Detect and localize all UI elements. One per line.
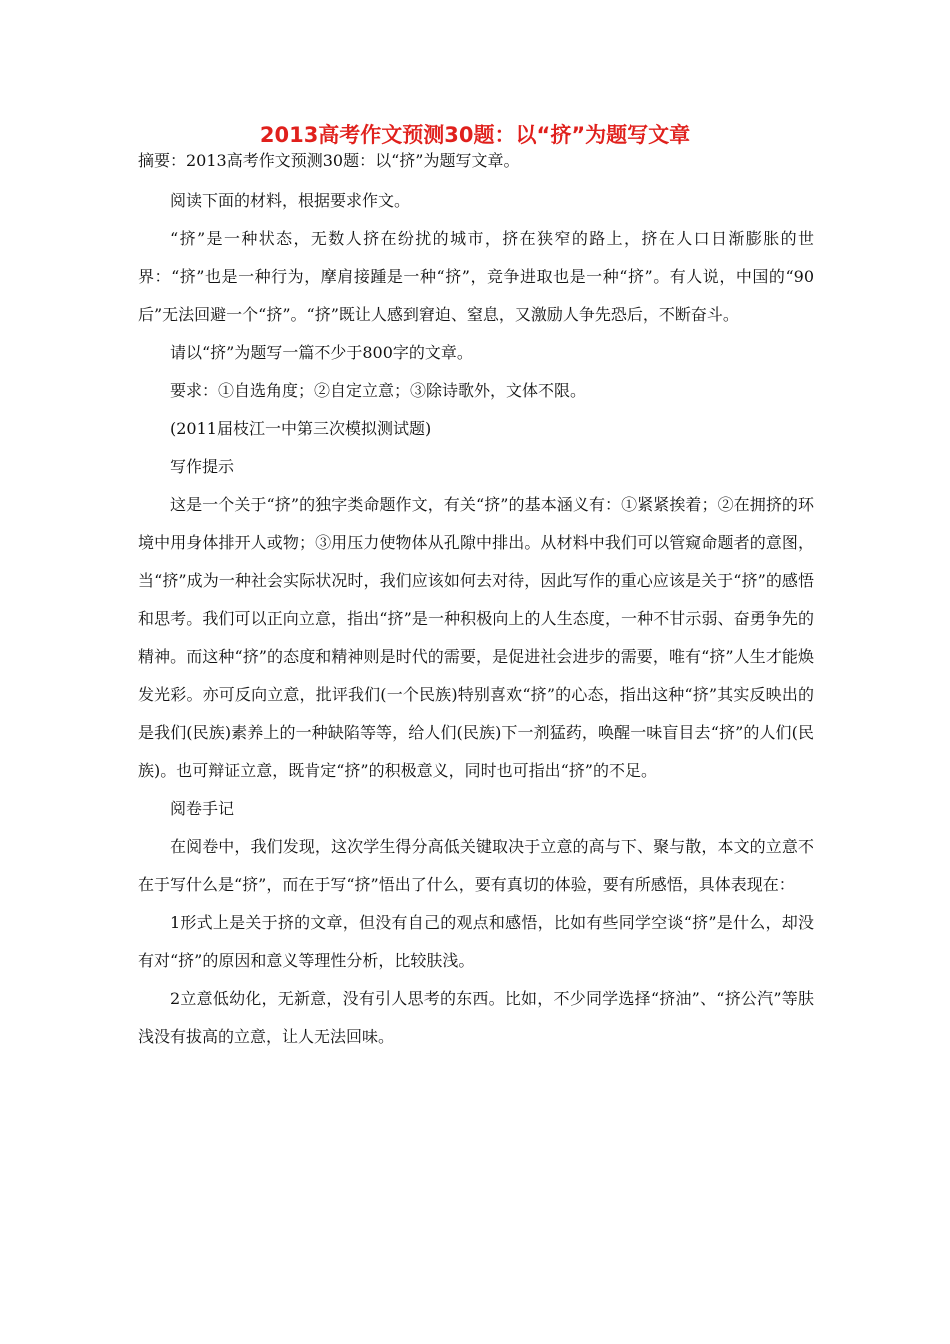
requirements-paragraph: 要求：①自选角度；②自定立意；③除诗歌外，文体不限。: [170, 381, 587, 400]
writing-tips-paragraph: 这是一个关于“挤”的独字类命题作文，有关“挤”的基本涵义有：①紧紧挨着；②在拥挤的环境中用身体排开人或物；③用压力使物体从孔隙中排出。从材料中我们可以管窥命题者的意图，当“挤”成为一种社会实际状况时，我们应该如何去对待，因此写作的重心应该是关于“挤”的感悟和思考。我们可以正向立意，指出“挤”是一种积极向上的人生态度，一种不甘示弱、奋勇争先的精神。而这种“挤”的态度和精神则是时代的需要，是促进社会进步的需要，唯有“挤”人生才能焕发光彩。亦可反向立意，批评我们(一个民族)特别喜欢“挤”的心态，指出这种“挤”其实反映出的是我们(民族)素养上的一种缺陷等等，给人们(民族)下一剂猛药，唤醒一味盲目去“挤”的人们(民族)。也可辩证立意，既肯定“挤”的积极意义，同时也可指出“挤”的不足。: [138, 495, 814, 780]
grading-notes-paragraph: 在阅卷中，我们发现，这次学生得分高低关键取决于立意的高与下、聚与散，本文的立意不在于写什么是“挤”，而在于写“挤”悟出了什么，要有真切的体验，要有所感悟，具体表现在：: [138, 837, 814, 894]
document-body: [138, 149, 814, 1056]
point-2-paragraph: 2立意低幼化，无新意，没有引人思考的东西。比如，不少同学选择“挤油”、“挤公汽”等肤浅没有拔高的立意，让人无法回味。: [138, 989, 814, 1046]
task-paragraph: 请以“挤”为题写一篇不少于800字的文章。: [170, 343, 473, 362]
abstract-paragraph: 摘要：2013高考作文预测30题：以“挤”为题写文章。: [138, 151, 520, 170]
instruction-paragraph: 阅读下面的材料，根据要求作文。: [170, 191, 411, 210]
section-heading-writing-tips: 写作提示: [170, 457, 235, 476]
section-heading-grading-notes: 阅卷手记: [170, 799, 235, 818]
material-paragraph: “挤”是一种状态，无数人挤在纷扰的城市，挤在狭窄的路上，挤在人口日渐膨胀的世界：“挤”也是一种行为，摩肩接踵是一种“挤”，竞争进取也是一种“挤”。有人说，中国的“90后”无法回避一个“挤”。“挤”既让人感到窘迫、窒息，又激励人争先恐后，不断奋斗。: [138, 229, 814, 324]
document-title: 2013高考作文预测30题：以“挤”为题写文章: [259, 123, 691, 147]
point-1-paragraph: 1形式上是关于挤的文章，但没有自己的观点和感悟，比如有些同学空谈“挤”是什么，却没有对“挤”的原因和意义等理性分析，比较肤浅。: [138, 913, 814, 970]
source-paragraph: (2011届枝江一中第三次模拟测试题): [170, 419, 432, 438]
